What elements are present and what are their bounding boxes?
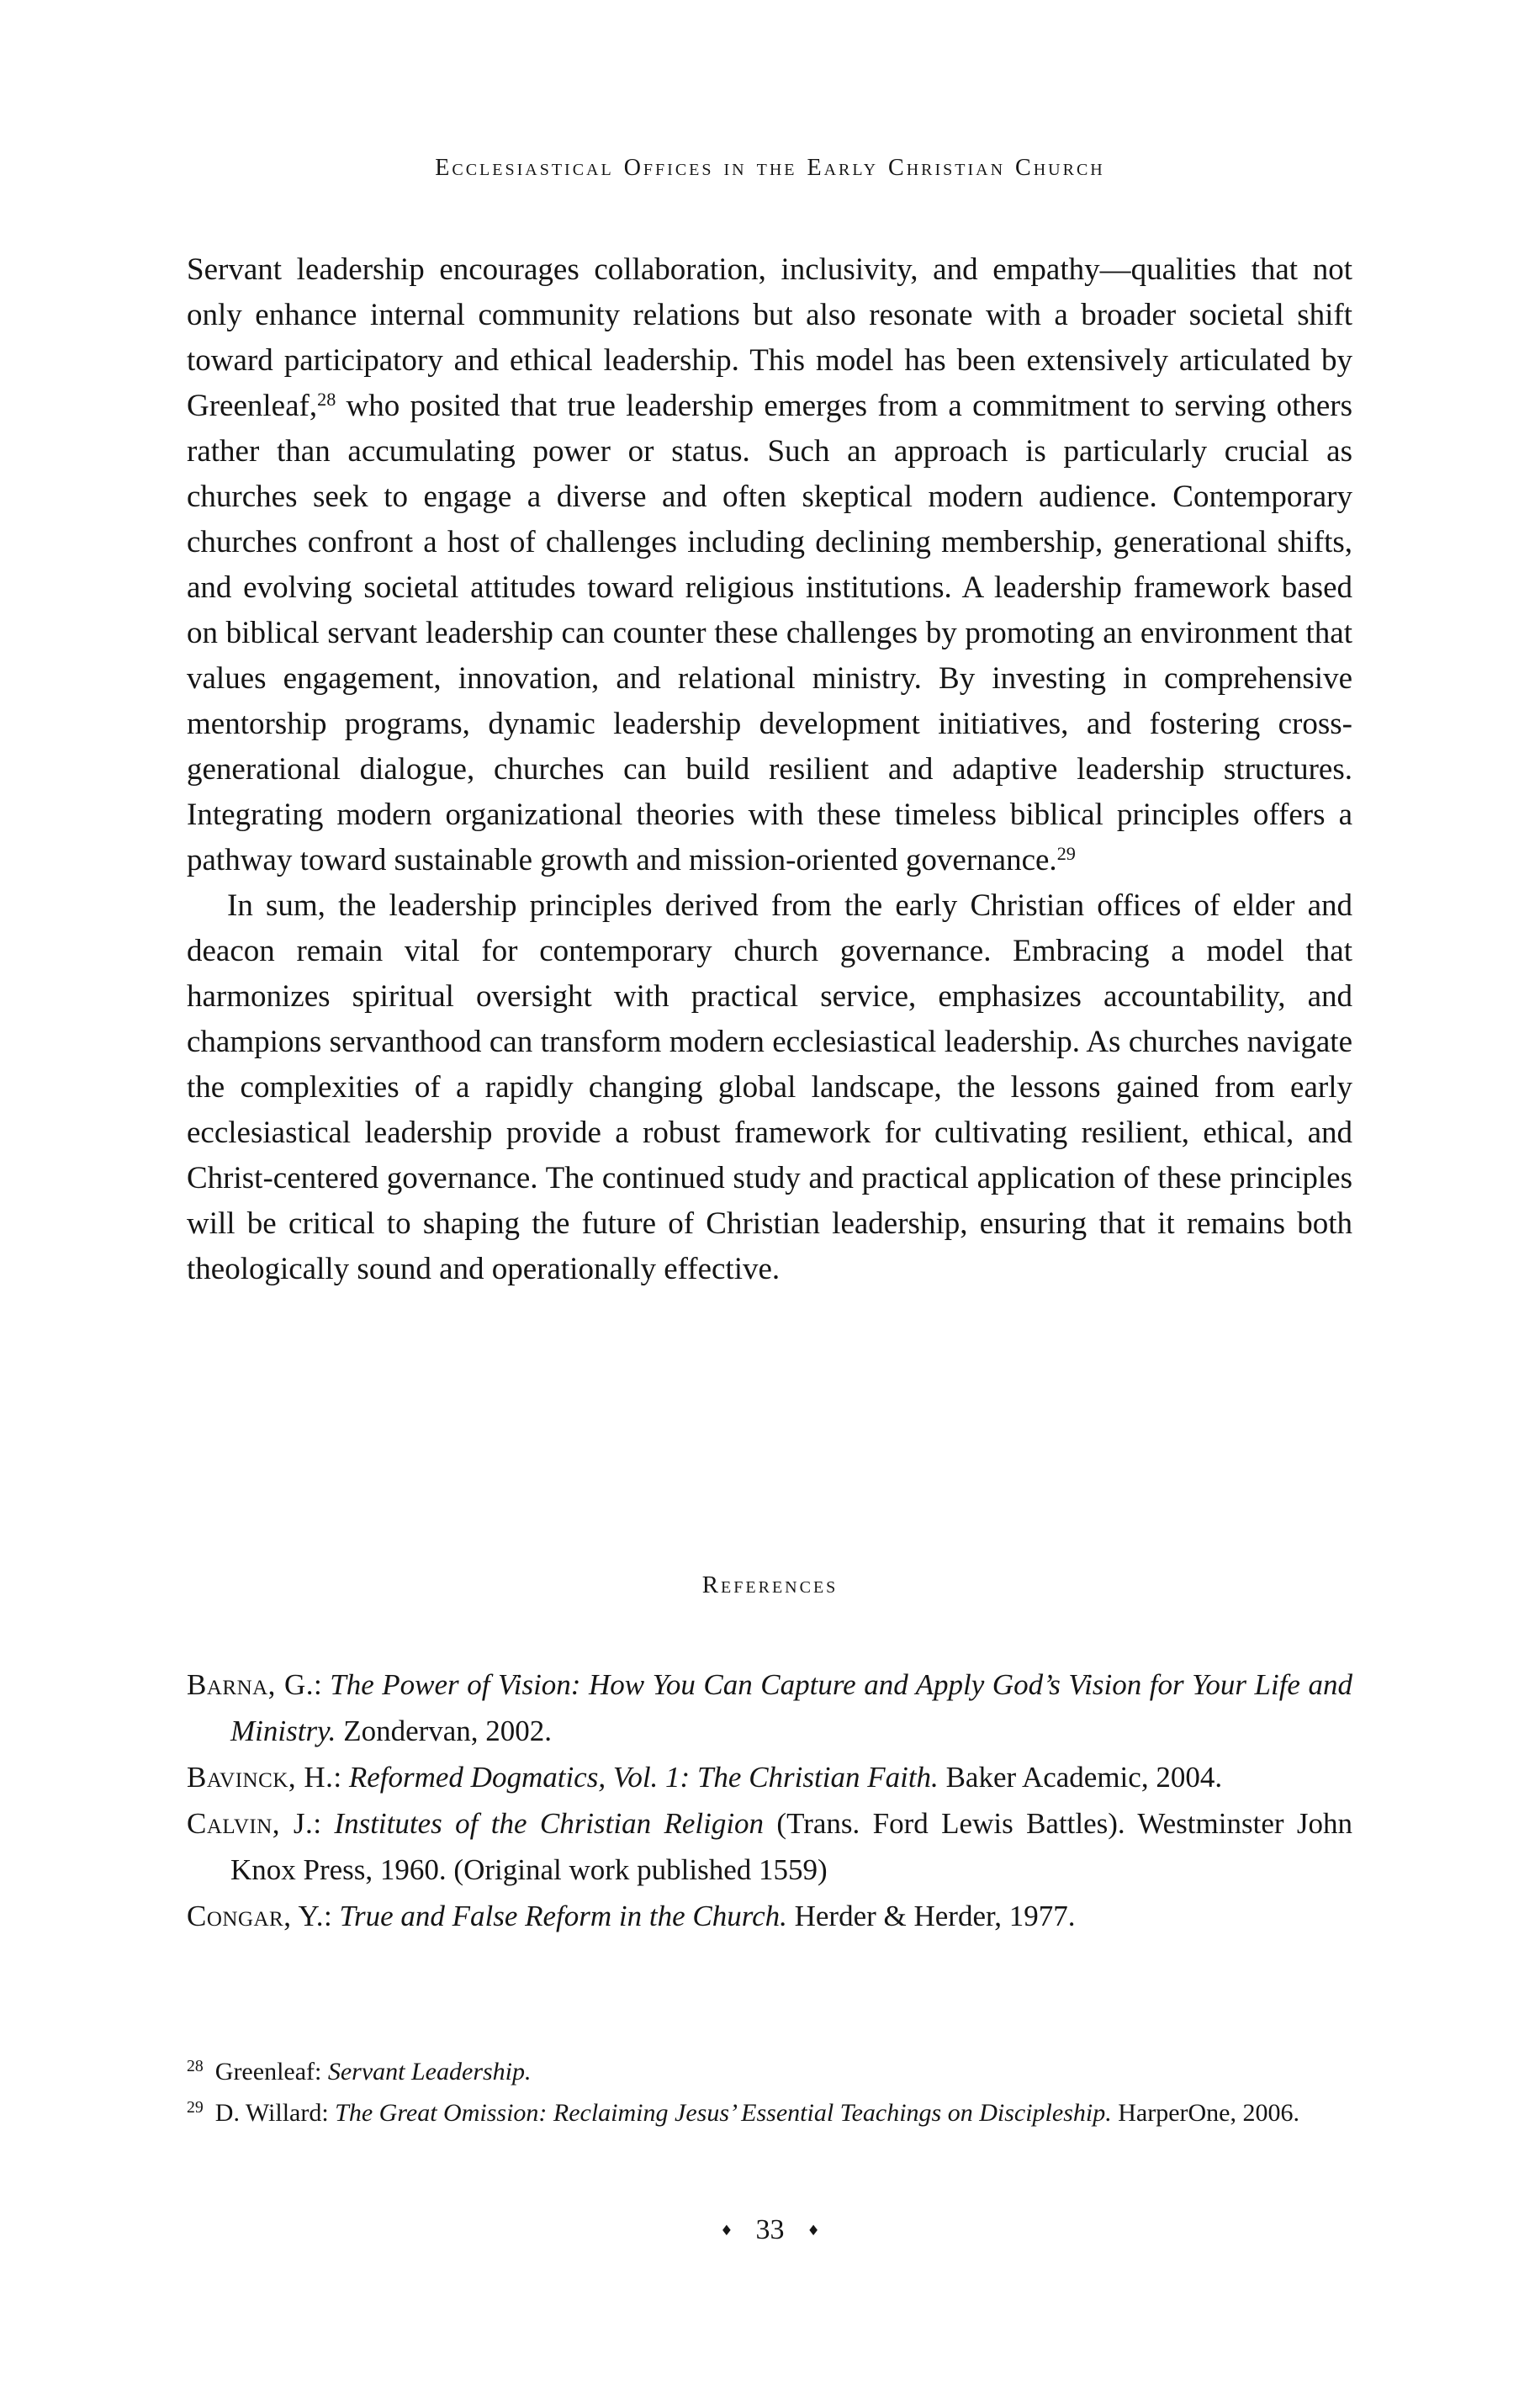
reference-separator: : bbox=[333, 1761, 349, 1794]
reference-author: Barna, G. bbox=[187, 1668, 314, 1701]
footnote-text: Greenleaf: bbox=[214, 2058, 328, 2086]
reference-title: The Power of Vision: How You Can Capture and Apply God’s Vision for Your Life and Ministry. bbox=[230, 1668, 1352, 1747]
references-heading: References bbox=[701, 1571, 839, 1598]
footnote-marker-29: 29 bbox=[1056, 842, 1076, 864]
reference-title: Reformed Dogmatics, Vol. 1: The Christian Faith. bbox=[348, 1761, 939, 1794]
reference-publisher: Herder & Herder, 1977. bbox=[786, 1900, 1076, 1932]
body-text bbox=[187, 247, 1352, 1292]
reference-author: Bavinck, H. bbox=[187, 1761, 334, 1794]
reference-title: True and False Reform in the Church. bbox=[339, 1900, 787, 1932]
reference-author: Calvin, J. bbox=[187, 1807, 314, 1840]
reference-author: Congar, Y. bbox=[187, 1900, 324, 1932]
running-head: Ecclesiastical Offices in the Early Christian Church bbox=[435, 155, 1105, 181]
footnote-marker-28: 28 bbox=[317, 388, 336, 410]
paragraph-text: In sum, the leadership principles derived from the early Christian offices of elder and deacon remain vital for contemporary church governance. Embracing a model that harmonizes spiritual oversight with practical service, emphasizes accountability, and champions servanthood can transform modern ecclesiastical leadership. As churches navigate the complexities of a rapidly changing global landscape, the lessons gained from early ecclesiastical leadership provide a robust framework for cultivating resilient, ethical, and Christ-centered governance. The continued study and practical application of these principles will be critical to shaping the future of Christian leadership, ensuring that it remains both theologically sound and operationally effective. bbox=[187, 888, 1352, 1286]
reference-entry bbox=[187, 1893, 1352, 1939]
paragraph bbox=[187, 247, 1352, 883]
footnotes bbox=[187, 2051, 1352, 2133]
footnote-tail: HarperOne, 2006. bbox=[1111, 2099, 1299, 2127]
footnote-title: The Great Omission: Reclaiming Jesus’ Essential Teachings on Discipleship. bbox=[335, 2099, 1112, 2127]
reference-title: Institutes of the Christian Religion bbox=[334, 1807, 765, 1840]
page-number: 33 bbox=[755, 2214, 785, 2245]
page-footer bbox=[0, 2214, 1540, 2246]
reference-separator: : bbox=[323, 1900, 340, 1932]
footnote-title: Servant Leadership. bbox=[327, 2058, 532, 2086]
paragraph-text: who posited that true leadership emerges from a commitment to serving others rather than accumulating power or status. Such an approach is particularly crucial as churches seek to engage a diverse and often skeptical modern audience. Contemporary churches confront a host of challenges including declining membership, generational shifts, and evolving societal attitudes toward religious institutions. A leadership framework based on biblical servant leadership can counter these challenges by promoting an environment that values engagement, innovation, and relational ministry. By investing in comprehensive mentorship programs, dynamic leadership development initiatives, and fostering cross-generational dialogue, churches can build resilient and adaptive leadership structures. Integrating modern organizational theories with these timeless biblical principles offers a pathway toward sustainable growth and mission-oriented governance. bbox=[187, 389, 1352, 877]
reference-publisher: (Trans. Ford Lewis Battles). Westminster John Knox Press, 1960. (Original work published 1559) bbox=[230, 1807, 1353, 1886]
reference-entry bbox=[187, 1800, 1352, 1893]
footnote bbox=[187, 2051, 1352, 2092]
reference-publisher: Zondervan, 2002. bbox=[336, 1715, 553, 1747]
paragraph bbox=[187, 883, 1352, 1292]
diamond-ornament-left-icon: ♦ bbox=[720, 2222, 733, 2239]
reference-separator: : bbox=[314, 1668, 331, 1701]
reference-entry bbox=[187, 1662, 1352, 1754]
footnote-number: 28 bbox=[187, 2057, 204, 2076]
footnote bbox=[187, 2092, 1352, 2133]
reference-publisher: Baker Academic, 2004. bbox=[938, 1761, 1223, 1794]
references-list bbox=[187, 1662, 1352, 1939]
diamond-ornament-right-icon: ♦ bbox=[807, 2222, 820, 2239]
footnote-number: 29 bbox=[187, 2098, 204, 2117]
footnote-text: D. Willard: bbox=[214, 2099, 336, 2127]
reference-entry bbox=[187, 1754, 1352, 1800]
reference-separator: : bbox=[313, 1807, 335, 1840]
paragraph-text: Servant leadership encourages collaboration, inclusivity, and empathy—qualities that not only enhance internal community relations but also resonate with a broader societal shift toward participatory and ethical leadership. This model has been extensively articulated by Greenleaf, bbox=[187, 252, 1352, 423]
